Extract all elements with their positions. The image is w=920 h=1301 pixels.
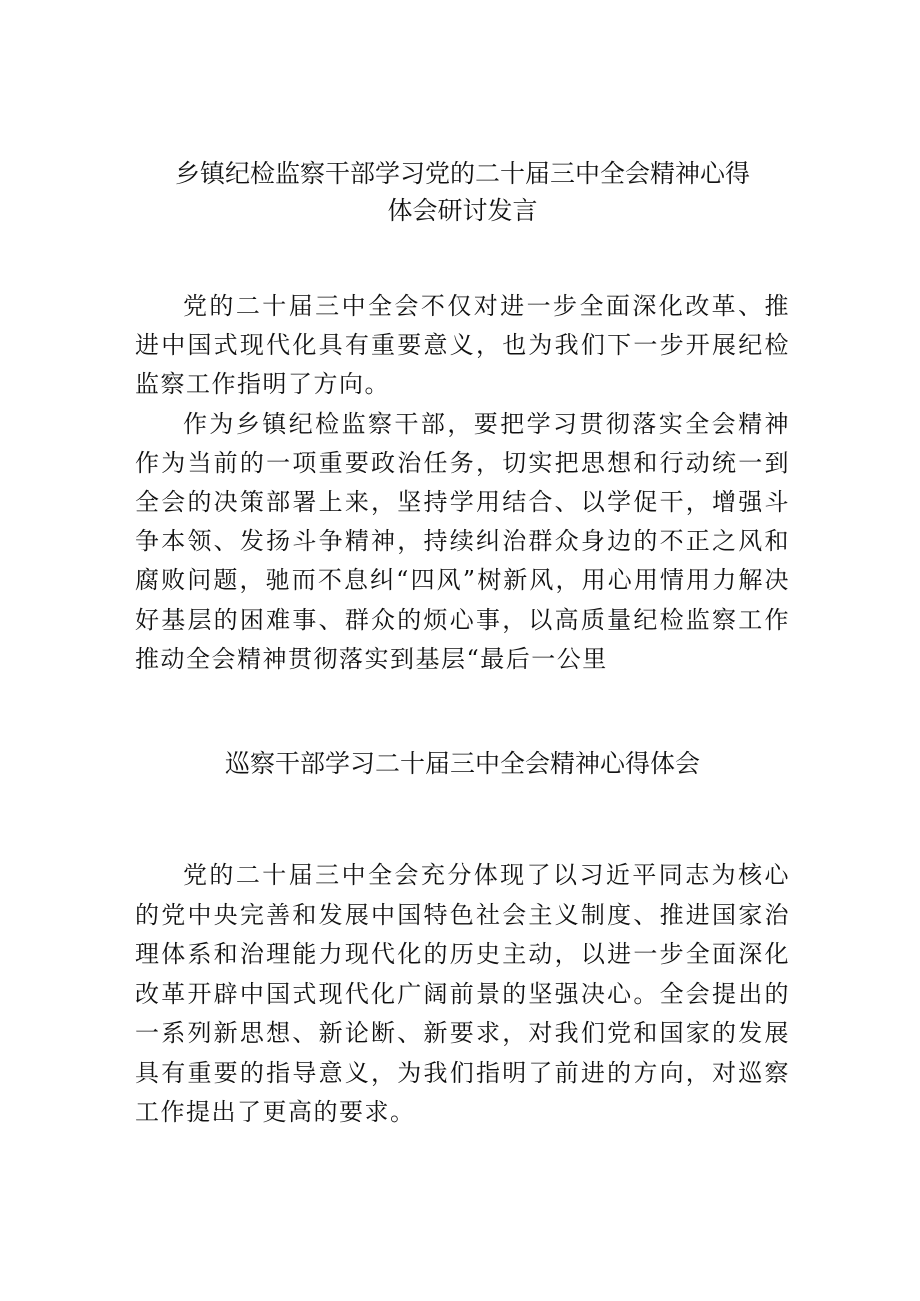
- document-title-2: 巡察干部学习二十届三中全会精神心得体会: [224, 749, 700, 778]
- document-body-1: [135, 287, 790, 679]
- document-body-2: [135, 856, 790, 1133]
- document-title-1: [135, 155, 790, 229]
- title-1-line-1: 乡镇纪检监察干部学习党的二十届三中全会精神心得: [174, 159, 750, 188]
- body-1-paragraph-2: 作为乡镇纪检监察干部，要把学习贯彻落实全会精神作为当前的一项重要政治任务，切实把思想和行动统一到全会的决策部署上来，坚持学用结合、以学促干，增强斗争本领、发扬斗争精神，持续纠治群众身边的不正之风和腐败问题，驰而不息纠“四风”树新风，用心用情用力解决好基层的困难事、群众的烦心事，以高质量纪检监察工作推动全会精神贯彻落实到基层“最后一公里: [135, 409, 790, 673]
- title-1-line-2: 体会研讨发言: [387, 196, 538, 225]
- body-2-paragraph-1: 党的二十届三中全会充分体现了以习近平同志为核心的党中央完善和发展中国特色社会主义制度、推进国家治理体系和治理能力现代化的历史主动，以进一步全面深化改革开辟中国式现代化广阔前景的坚强决心。全会提出的一系列新思想、新论断、新要求，对我们党和国家的发展具有重要的指导意义，为我们指明了前进的方向，对巡察工作提出了更高的要求。: [135, 861, 790, 1126]
- body-1-paragraph-1: 党的二十届三中全会不仅对进一步全面深化改革、推进中国式现代化具有重要意义，也为我们下一步开展纪检监察工作指明了方向。: [135, 292, 790, 399]
